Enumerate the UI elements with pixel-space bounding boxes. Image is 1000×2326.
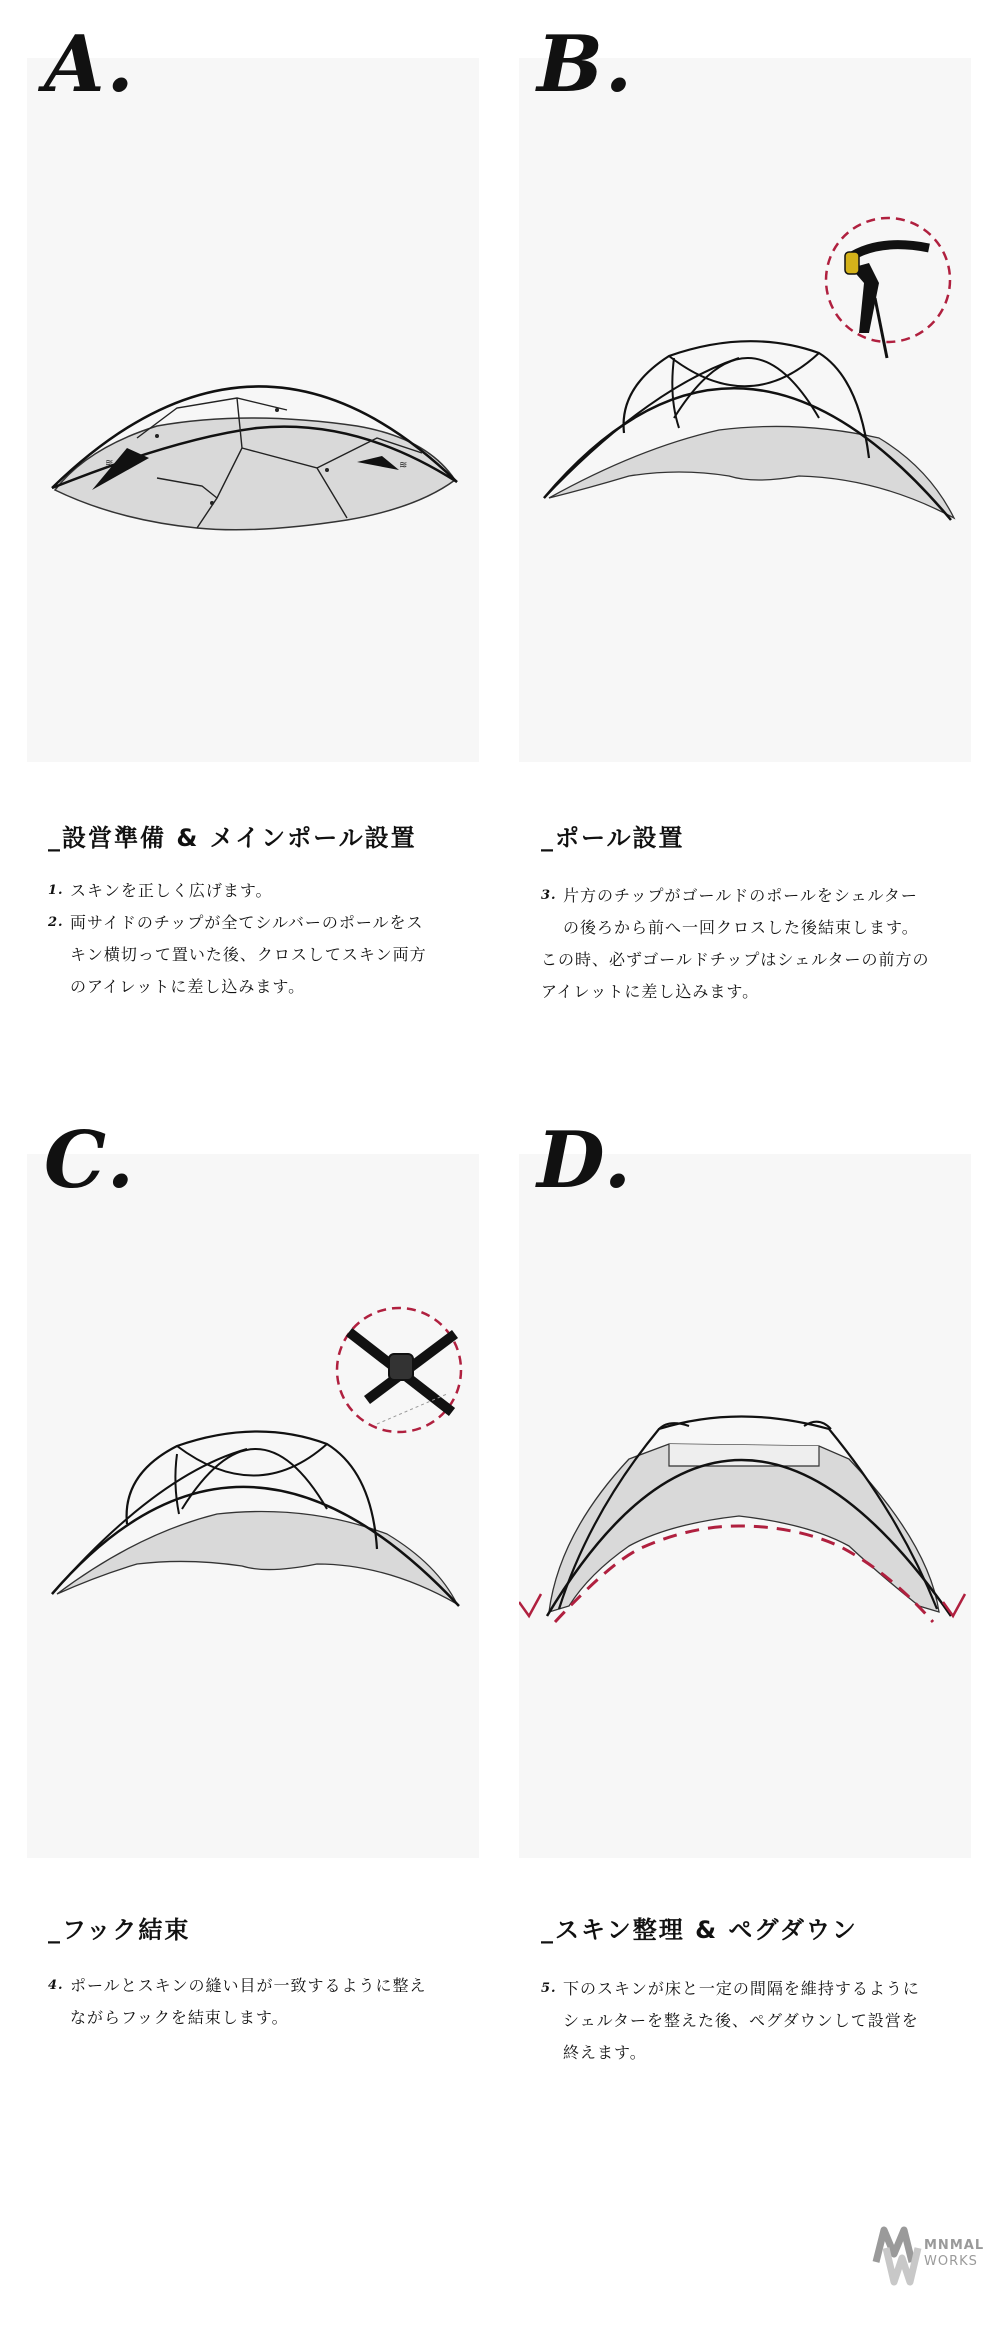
step-heading: _スキン整理 & ペグダウン xyxy=(541,1916,858,1944)
step-letter: B. xyxy=(537,19,635,110)
brand-name-line2: WORKS xyxy=(924,2254,978,2269)
note-text: この時、必ずゴールドチップはシェルターの前方の xyxy=(541,950,930,969)
illustration-panel-d xyxy=(519,1154,971,1858)
instruction-text: キン横切って置いた後、クロスしてスキン両方 xyxy=(70,945,427,964)
shelter-flat-illustration xyxy=(27,58,479,762)
instruction-text: ながらフックを結束します。 xyxy=(70,2008,289,2027)
instruction-item xyxy=(48,1970,427,2034)
instruction-text: 下のスキンが床と一定の間隔を維持するように xyxy=(563,1979,920,1998)
step-number: 3. xyxy=(541,888,557,903)
step-letter: D. xyxy=(537,1115,634,1206)
step-number: 5. xyxy=(541,1981,557,1996)
instruction-text: シェルターを整えた後、ペグダウンして設営を xyxy=(563,2011,919,2030)
instruction-item xyxy=(48,875,427,907)
step-heading: _フック結束 xyxy=(48,1916,191,1944)
step-letter: A. xyxy=(44,19,136,110)
step-heading: _設営準備 & メインポール設置 xyxy=(48,824,417,852)
instruction-item xyxy=(541,1973,920,2069)
brand-name-line1: MNMAL xyxy=(924,2238,985,2253)
instruction-text: スキンを正しく広げます。 xyxy=(70,881,273,900)
instruction-list xyxy=(541,880,929,1008)
shelter-pegdown-illustration xyxy=(519,1154,971,1858)
peg-check-icon xyxy=(519,1594,541,1616)
step-letter: C. xyxy=(44,1115,136,1206)
note-text: アイレットに差し込みます。 xyxy=(541,982,760,1001)
brand-logo xyxy=(872,2222,985,2288)
instruction-item xyxy=(541,880,929,944)
detail-callout xyxy=(826,218,950,342)
svg-text:≋: ≋ xyxy=(399,460,408,471)
instruction-text: のアイレットに差し込みます。 xyxy=(70,977,306,996)
shelter-hook-illustration xyxy=(27,1154,479,1858)
instruction-list xyxy=(48,875,427,1003)
instruction-item xyxy=(48,907,427,1003)
svg-text:≋: ≋ xyxy=(105,458,114,469)
step-number: 2. xyxy=(48,915,64,930)
step-number: 1. xyxy=(48,883,64,898)
step-heading: _ポール設置 xyxy=(541,824,685,852)
instruction-text: 終えます。 xyxy=(563,2043,647,2062)
mw-logo-icon xyxy=(872,2224,924,2286)
illustration-panel-a xyxy=(27,58,479,762)
instruction-list xyxy=(541,1973,920,2069)
instruction-note xyxy=(541,944,929,1008)
illustration-panel-c xyxy=(27,1154,479,1858)
step-number: 4. xyxy=(48,1978,64,1993)
instruction-text: ポールとスキンの縫い目が一致するように整え xyxy=(70,1976,427,1995)
instruction-text: の後ろから前へ一回クロスした後結束します。 xyxy=(563,918,919,937)
shelter-pole-illustration xyxy=(519,58,971,762)
peg-check-icon xyxy=(943,1594,965,1616)
instruction-list xyxy=(48,1970,427,2034)
instruction-text: 片方のチップがゴールドのポールをシェルター xyxy=(563,886,918,905)
instruction-text: 両サイドのチップが全てシルバーのポールをス xyxy=(70,913,424,932)
illustration-panel-b xyxy=(519,58,971,762)
